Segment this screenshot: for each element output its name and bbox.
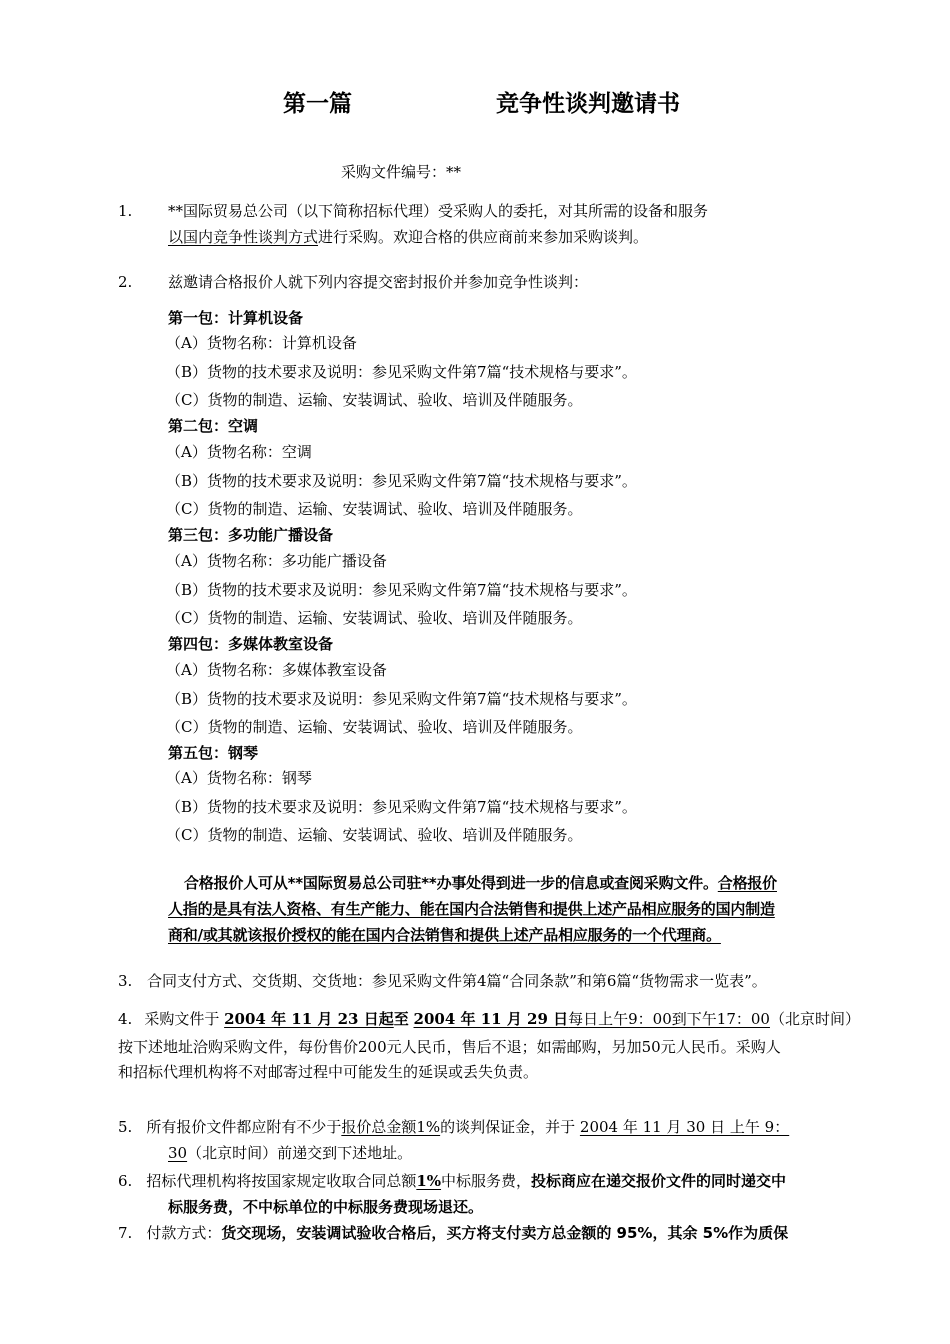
item6-mid: 中标服务费， — [441, 1172, 532, 1190]
item5-amount: 报价总金额1% — [341, 1118, 441, 1136]
item1-number: 1. — [118, 202, 133, 220]
package4-a: （A）货物名称：多媒体教室设备 — [166, 661, 387, 679]
item5-number: 5. — [118, 1118, 133, 1136]
item5-line1 — [118, 1117, 789, 1137]
package3-b: （B）货物的技术要求及说明：参见采购文件第7篇“技术规格与要求”。 — [166, 581, 637, 599]
package2-b: （B）货物的技术要求及说明：参见采购文件第7篇“技术规格与要求”。 — [166, 472, 637, 490]
item7-number: 7. — [118, 1224, 133, 1242]
package5-name: 第五包：钢琴 — [168, 744, 259, 762]
package2-c: （C）货物的制造、运输、安装调试、验收、培训及伴随服务。 — [166, 500, 583, 518]
package1-b: （B）货物的技术要求及说明：参见采购文件第7篇“技术规格与要求”。 — [166, 363, 637, 381]
item2-number: 2. — [118, 273, 133, 291]
item1-line1: **国际贸易总公司（以下简称招标代理）受采购人的委托，对其所需的设备和服务 — [168, 202, 709, 220]
item4-to-word: 至 — [393, 1010, 409, 1028]
package1-a: （A）货物名称：计算机设备 — [166, 334, 357, 352]
item5-line2-rest: （北京时间）前递交到下述地址。 — [187, 1144, 413, 1162]
item7-line1 — [118, 1223, 788, 1243]
item4-date-to: 2004 年 11 月 29 日 — [413, 1010, 569, 1028]
page-title-part2: 竞争性谈判邀请书 — [496, 91, 680, 117]
package4-c: （C）货物的制造、运输、安装调试、验收、培训及伴随服务。 — [166, 718, 583, 736]
item7-pre: 付款方式： — [146, 1224, 222, 1242]
item4-timezone: （北京时间） — [769, 1010, 860, 1028]
package4-b: （B）货物的技术要求及说明：参见采购文件第7篇“技术规格与要求”。 — [166, 690, 637, 708]
item6-line2: 标服务费，不中标单位的中标服务费现场退还。 — [168, 1198, 484, 1216]
package4-name: 第四包：多媒体教室设备 — [168, 635, 334, 653]
item5-line2 — [168, 1143, 412, 1163]
item2-intro: 兹邀请合格报价人就下列内容提交密封报价并参加竞争性谈判： — [168, 273, 589, 291]
item1-method: 以国内竞争性谈判方式 — [168, 228, 319, 246]
item5-deadline-minutes: 30 — [168, 1144, 188, 1162]
page-title-part1: 第一篇 — [283, 91, 352, 117]
package1-name: 第一包：计算机设备 — [168, 309, 304, 327]
package3-a: （A）货物名称：多功能广播设备 — [166, 552, 387, 570]
item5-mid: 的谈判保证金，并于 — [440, 1118, 580, 1136]
item6-bold-rest: 投标商应在递交报价文件的同时递交中 — [531, 1172, 787, 1190]
item5-deadline: 2004 年 11 月 30 日 上午 9： — [579, 1118, 790, 1136]
item3-number: 3. — [118, 972, 133, 990]
qualified-definition-start: 合格报价 — [717, 874, 777, 892]
package3-c: （C）货物的制造、运输、安装调试、验收、培训及伴随服务。 — [166, 609, 583, 627]
item3-text: 合同支付方式、交货期、交货地：参见采购文件第4篇“合同条款”和第6篇“货物需求一览表”。 — [147, 972, 767, 990]
qualified-info: 合格报价人可从**国际贸易总公司驻**办事处得到进一步的信息或查阅采购文件。 — [184, 874, 718, 892]
item4-line2: 按下述地址洽购采购文件，每份售价200元人民币，售后不退；如需邮购，另加50元人民币。采购人 — [118, 1038, 781, 1056]
item4-hours: 每日上午9：00到下午17：00 — [568, 1010, 770, 1028]
qualified-line1 — [184, 873, 777, 893]
item1-line2 — [168, 227, 648, 247]
package5-a: （A）货物名称：钢琴 — [166, 769, 312, 787]
qualified-line3: 商和/或其就该报价授权的能在国内合法销售和提供上述产品相应服务的一个代理商。 — [168, 926, 721, 944]
document-number: 采购文件编号：** — [341, 163, 462, 181]
item6-percent: 1% — [416, 1172, 442, 1190]
item4-from-word: 起 — [378, 1010, 394, 1028]
item4-date-from: 2004 年 11 月 23 日 — [224, 1010, 379, 1028]
package1-c: （C）货物的制造、运输、安装调试、验收、培训及伴随服务。 — [166, 391, 583, 409]
item4-line3: 和招标代理机构将不对邮寄过程中可能发生的延误或丢失负责。 — [118, 1063, 539, 1081]
package5-c: （C）货物的制造、运输、安装调试、验收、培训及伴随服务。 — [166, 826, 583, 844]
item4-number: 4. — [118, 1010, 133, 1028]
item6-line1 — [118, 1171, 786, 1191]
item1-line2-rest: 进行采购。欢迎合格的供应商前来参加采购谈判。 — [318, 228, 649, 246]
package2-a: （A）货物名称：空调 — [166, 443, 312, 461]
item4-pre: 采购文件于 — [144, 1010, 220, 1028]
item6-number: 6. — [118, 1172, 133, 1190]
item6-pre: 招标代理机构将按国家规定收取合同总额 — [146, 1172, 417, 1190]
qualified-line2: 人指的是具有法人资格、有生产能力、能在国内合法销售和提供上述产品相应服务的国内制造 — [168, 900, 775, 918]
package3-name: 第三包：多功能广播设备 — [168, 526, 334, 544]
package5-b: （B）货物的技术要求及说明：参见采购文件第7篇“技术规格与要求”。 — [166, 798, 637, 816]
item4-line1 — [118, 1009, 860, 1029]
item7-bold: 货交现场，安装调试验收合格后，买方将支付卖方总金额的 95%，其余 5%作为质保 — [221, 1224, 789, 1242]
package2-name: 第二包：空调 — [168, 417, 259, 435]
item5-pre: 所有报价文件都应附有不少于 — [146, 1118, 342, 1136]
